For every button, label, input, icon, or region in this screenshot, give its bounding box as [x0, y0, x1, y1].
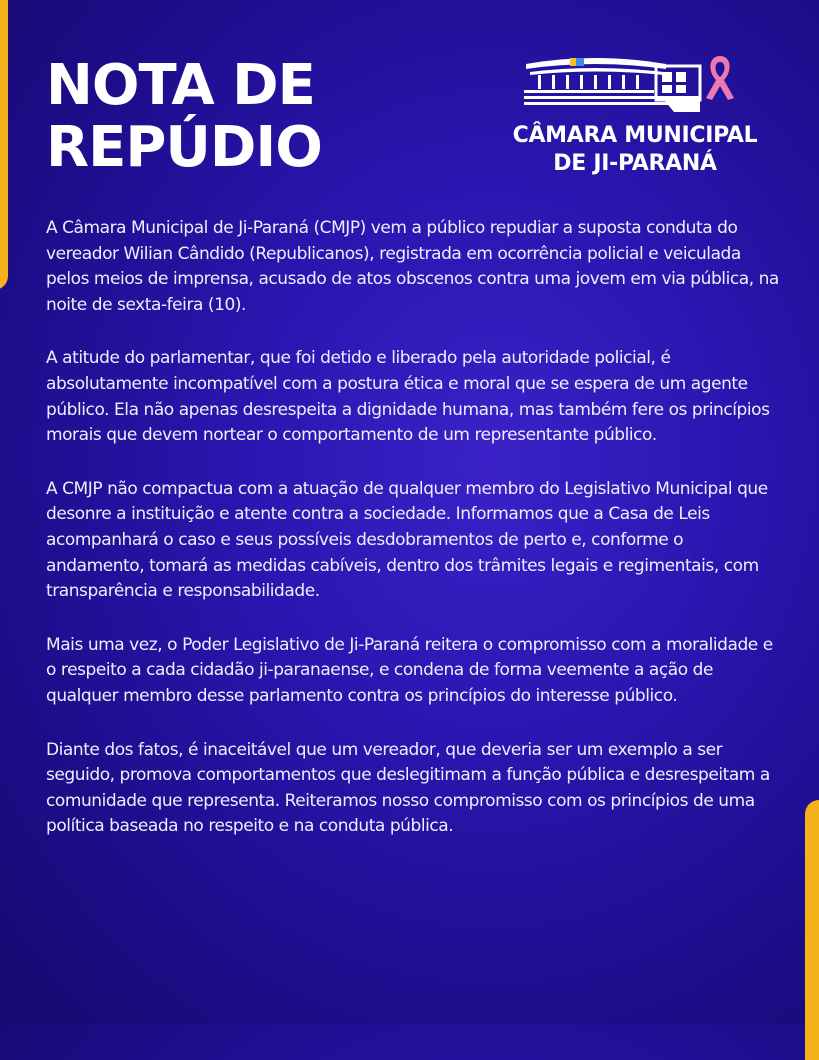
title-line-1: NOTA DE: [46, 53, 315, 118]
paragraph-3: A CMJP não compactua com a atuação de qualquer membro do Legislativo Municipal que desonre a instituição e atente contra a sociedade. Informamos que a Casa de Leis acompanhará o caso e seus possíveis desdobramentos de perto e, conforme o andamento, tomará as medidas cabíveis, dentro dos trâmites legais e regimentais, com transparência e responsabilidade.: [46, 478, 768, 602]
logo-text: [490, 122, 780, 178]
camara-building-icon: [524, 52, 739, 114]
logo-text-line-2: DE JI-PARANÁ: [553, 151, 717, 176]
accent-bar-left: [0, 0, 8, 290]
statement-body: [46, 216, 786, 868]
paragraph-5: Diante dos fatos, é inaceitável que um vereador, que deveria ser um exemplo a ser seguido, promova comportamentos que deslegitimam a função pública e desrespeitam a comunidade que representa. Reiteramos nosso compromisso com os princípios de uma política baseada no respeito e na conduta pública.: [46, 739, 770, 837]
accent-bar-right: [805, 800, 819, 1060]
paragraph-4: Mais uma vez, o Poder Legislativo de Ji-Paraná reitera o compromisso com a moralidade e o respeito a cada cidadão ji-paranaense, e condena de forma veemente a ação de qualquer membro desse parlamento contra os princípios do interesse público.: [46, 634, 773, 706]
page-title: [46, 55, 322, 179]
paragraph-1: A Câmara Municipal de Ji-Paraná (CMJP) vem a público repudiar a suposta conduta do vereador Wilian Cândido (Republicanos), registrada em ocorrência policial e veiculada pelos meios de imprensa, acusado de atos obscenos contra uma jovem em via pública, na noite de sexta-feira (10).: [46, 218, 779, 315]
logo-text-line-1: CÂMARA MUNICIPAL: [512, 123, 758, 148]
title-line-2: REPÚDIO: [46, 115, 322, 180]
paragraph-2: A atitude do parlamentar, que foi detido e liberado pela autoridade policial, é absolutamente incompatível com a postura ética e moral que se espera de um agente público. Ela não apenas desrespeita a dignidade humana, mas também fere os princípios morais que devem nortear o comportamento de um representante público.: [46, 348, 770, 446]
camara-logo: [490, 52, 780, 187]
